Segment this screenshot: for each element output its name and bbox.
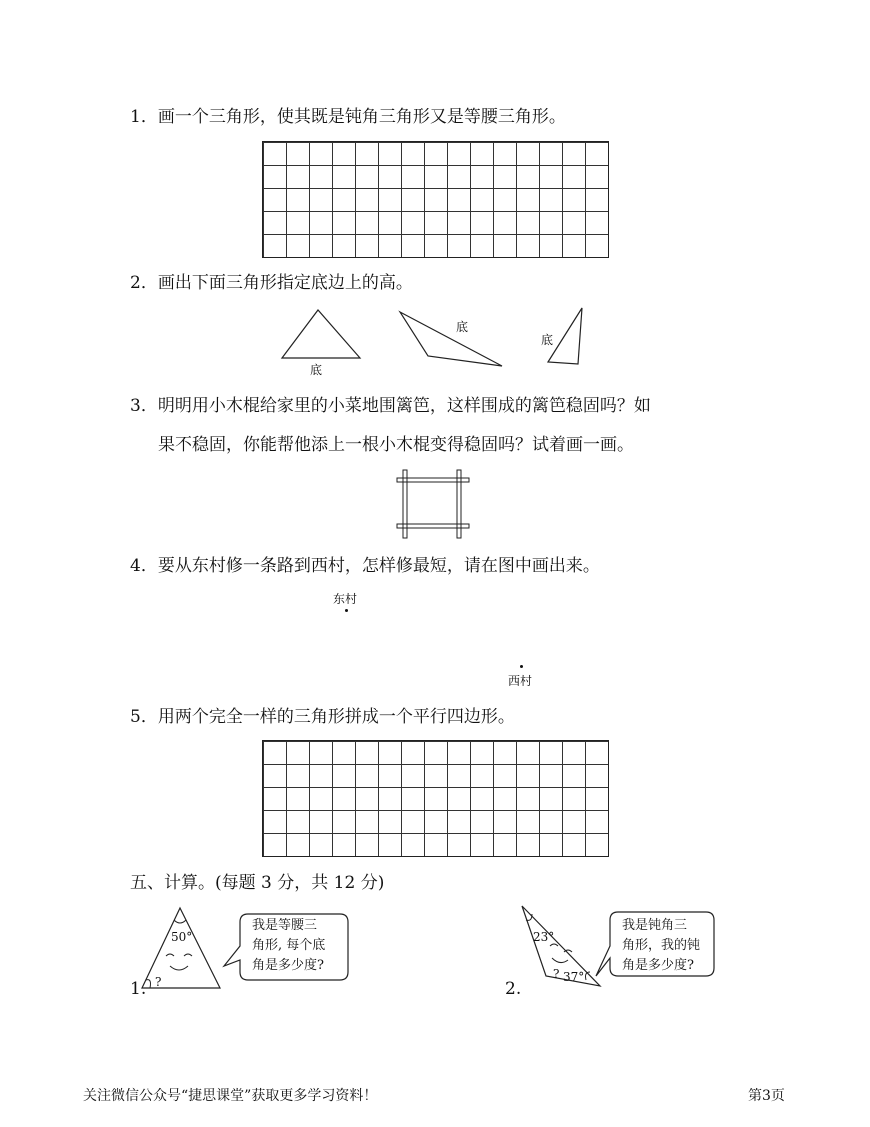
triangle-3: [548, 308, 582, 364]
item-1-bubble-line-3: 角是多少度?: [252, 958, 324, 973]
item-1-bubble-line-1: 我是等腰三: [252, 918, 318, 933]
obtuse-triangle: [522, 906, 600, 986]
base-label-2: 底: [456, 320, 469, 334]
section-5-heading: 五、计算。(每题 3 分，共 12 分): [130, 873, 385, 893]
question-4: 4．要从东村修一条路到西村，怎样修最短，请在图中画出来。: [130, 556, 600, 576]
item-2-number: 2.: [505, 979, 522, 999]
question-3-line-1: 3．明明用小木棍给家里的小菜地围篱笆，这样围成的篱笆稳固吗？如: [130, 396, 651, 416]
item-1-figure: [130, 902, 360, 998]
item-1-angle-unknown: ?: [155, 975, 162, 989]
item-2-angle-unknown: ?: [553, 967, 560, 981]
west-village-dot[interactable]: [520, 665, 523, 668]
question-3-line-2: 果不稳固，你能帮他添上一根小木棍变得稳固吗？试着画一画。: [158, 435, 634, 455]
question-1: 1．画一个三角形，使其既是钝角三角形又是等腰三角形。: [130, 107, 566, 127]
base-label-3: 底: [541, 333, 554, 347]
east-village-label: 东村: [333, 592, 358, 606]
triangle-1: [282, 310, 360, 358]
item-1-number: 1.: [130, 979, 147, 999]
drawing-grid-1[interactable]: [262, 141, 609, 258]
isosceles-triangle: [142, 908, 220, 988]
question-5: 5．用两个完全一样的三角形拼成一个平行四边形。: [130, 707, 515, 727]
item-2-angle-top: 23°: [533, 930, 555, 944]
item-1-angle-top: 50°: [171, 930, 193, 944]
east-village-dot[interactable]: [345, 609, 348, 612]
page-number: 第3页: [748, 1088, 785, 1104]
west-village-label: 西村: [508, 674, 533, 688]
footer-promo: 关注微信公众号“捷思课堂”获取更多学习资料！: [83, 1088, 378, 1104]
question-2: 2．画出下面三角形指定底边上的高。: [130, 273, 413, 293]
fence-figure[interactable]: [395, 468, 475, 542]
item-2-bubble-line-1: 我是钝角三: [622, 918, 688, 933]
base-label-1: 底: [310, 363, 323, 377]
item-2-bubble-line-2: 角形，我的钝: [622, 938, 701, 953]
drawing-grid-2[interactable]: [262, 740, 609, 857]
item-2-bubble-line-3: 角是多少度?: [622, 958, 694, 973]
item-2-angle-right: 37°: [563, 970, 585, 984]
triangle-2: [400, 312, 502, 366]
item-1-bubble-line-2: 角形, 每个底: [252, 938, 326, 953]
